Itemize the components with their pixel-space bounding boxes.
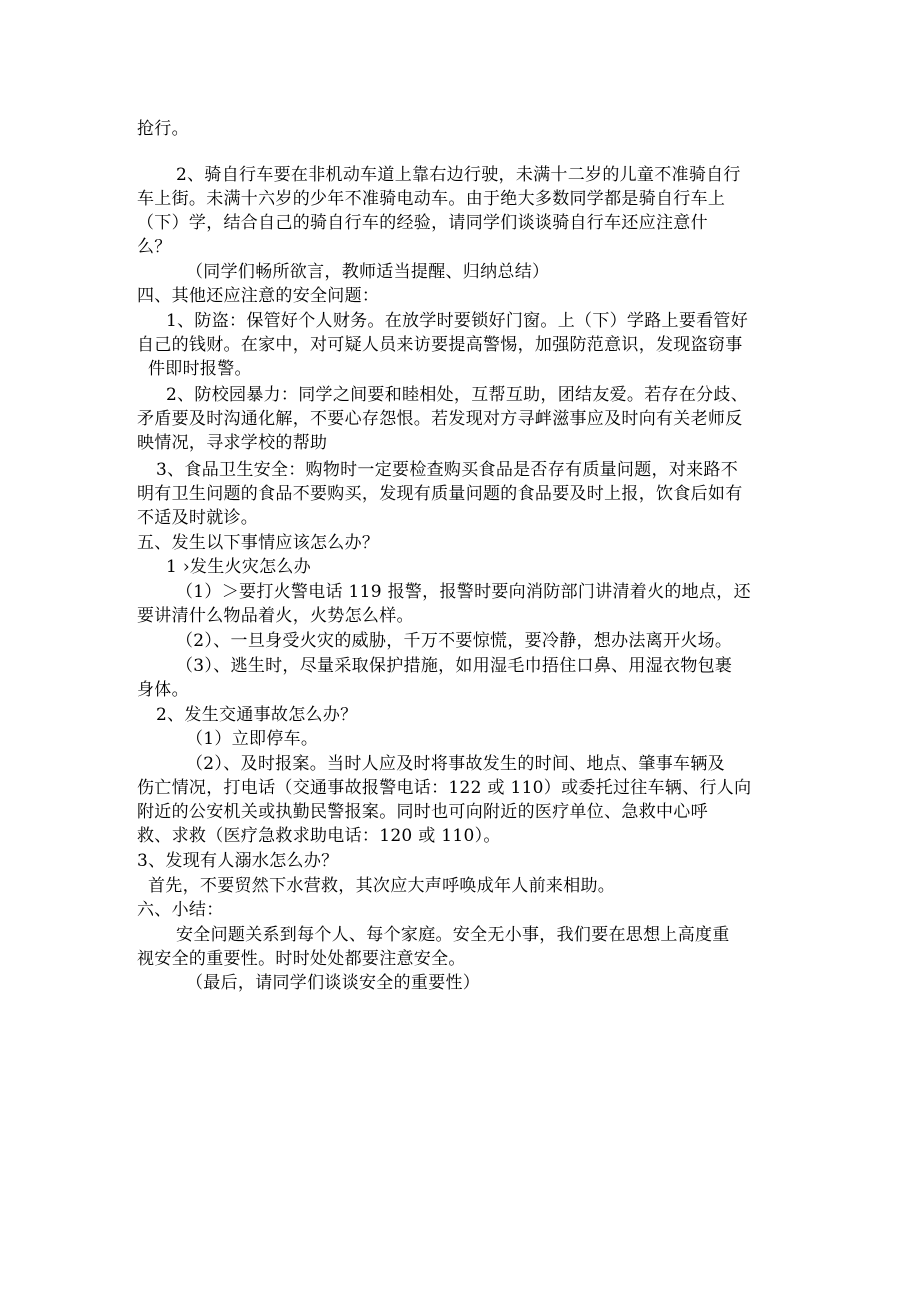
text-line: （1）立即停车。 <box>186 729 319 749</box>
text-line: 要讲清什么物品着火，火势怎么样。 <box>137 606 414 626</box>
text-line: 身体。 <box>137 680 189 700</box>
text-line: 1 ›发生火灾怎么办 <box>166 557 312 577</box>
text-line: 伤亡情况，打电话（交通事故报警电话：122 或 110）或委托过往车辆、行人向 <box>137 778 752 798</box>
text-line: 1、防盗：保管好个人财务。在放学时要锁好门窗。上（下）学路上要看管好 <box>166 311 749 331</box>
text-line: （2）、一旦身受火灾的威胁，千万不要惊慌，要冷静，想办法离开火场。 <box>176 631 733 651</box>
text-line: 附近的公安机关或执勤民警报案。同时也可向附近的医疗单位、急救中心呼 <box>137 802 708 822</box>
text-line: 救、求救（医疗急救求助电话：120 或 110）。 <box>137 826 501 846</box>
text-line: 明有卫生问题的食品不要购买，发现有质量问题的食品要及时上报，饮食后如有 <box>137 484 743 504</box>
text-line: （3）、逃生时，尽量采取保护措施，如用湿毛巾捂住口鼻、用湿衣物包裹 <box>176 656 733 676</box>
section-heading: 六、小结： <box>137 900 224 920</box>
text-line: 不适及时就诊。 <box>137 508 259 528</box>
text-line: 矛盾要及时沟通化解，不要心存怨恨。若发现对方寻衅滋事应及时向有关老师反 <box>137 409 743 429</box>
text-line: 视安全的重要性。时时处处都要注意安全。 <box>137 949 466 969</box>
text-line: 首先，不要贸然下水营救，其次应大声呼唤成年人前来相助。 <box>148 876 616 896</box>
text-line: 抢行。 <box>137 119 189 139</box>
text-line: 映情况，寻求学校的帮助 <box>137 433 328 453</box>
section-heading: 四、其他还应注意的安全问题： <box>137 286 380 306</box>
text-line: 2、防校园暴力：同学之间要和睦相处，互帮互助，团结友爱。若存在分歧、 <box>166 385 749 405</box>
text-line: （1）＞要打火警电话 119 报警，报警时要向消防部门讲清着火的地点，还 <box>176 582 751 602</box>
text-line: 3、食品卫生安全：购物时一定要检查购买食品是否存有质量问题，对来路不 <box>156 460 739 480</box>
text-line: 3、发现有人溺水怎么办？ <box>137 851 339 871</box>
text-line: （同学们畅所欲言，教师适当提醒、归纳总结） <box>186 262 550 282</box>
section-heading: 五、发生以下事情应该怎么办？ <box>137 533 380 553</box>
text-line: 么？ <box>137 237 172 257</box>
text-line: 2、发生交通事故怎么办？ <box>156 705 358 725</box>
text-line: 件即时报警。 <box>148 359 252 379</box>
text-line: 安全问题关系到每个人、每个家庭。安全无小事，我们要在思想上高度重 <box>176 925 730 945</box>
text-line: （下）学，结合自己的骑自行车的经验，请同学们谈谈骑自行车还应注意什 <box>137 213 708 233</box>
text-line: 自己的钱财。在家中，对可疑人员来访要提高警惕，加强防范意识，发现盗窃事 <box>137 335 743 355</box>
text-line: 2、骑自行车要在非机动车道上靠右边行驶，未满十二岁的儿童不准骑自行 <box>176 165 741 185</box>
text-line: 车上街。未满十六岁的少年不准骑电动车。由于绝大多数同学都是骑自行车上 <box>137 189 726 209</box>
text-line: （最后，请同学们谈谈安全的重要性） <box>186 973 481 993</box>
text-line: （2）、及时报案。当时人应及时将事故发生的时间、地点、肇事车辆及 <box>186 754 725 774</box>
